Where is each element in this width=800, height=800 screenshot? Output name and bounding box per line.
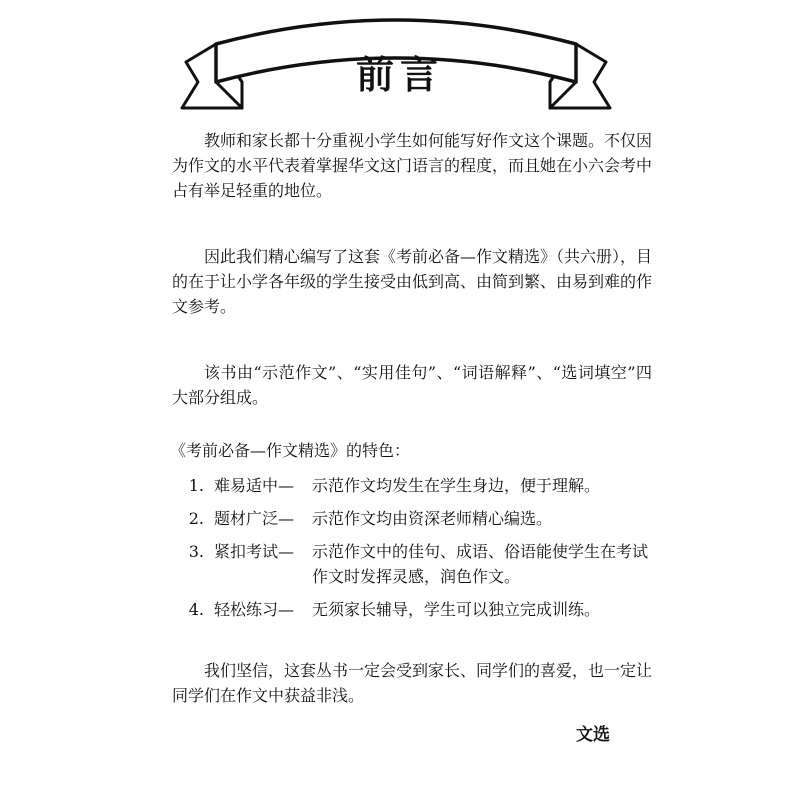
features-section [172, 438, 652, 622]
paragraph-1: 教师和家长都十分重视小学生如何能写好作文这个课题。不仅因为作文的水平代表着掌握华文这门语言的程度，而且她在小六会考中占有举足轻重的地位。 [172, 131, 653, 200]
feature-description: 示范作文中的佳句、成语、俗语能使学生在考试作文时发挥灵感，润色作文。 [312, 542, 649, 586]
feature-label: 紧扣考试— [214, 542, 295, 561]
feature-item [172, 473, 652, 498]
features-title: 《考前必备—作文精选》的特色： [170, 441, 411, 460]
paragraph-2: 因此我们精心编写了这套《考前必备—作文精选》（共六册），目的在于让小学各年级的学生接受由低到高、由简到繁、由易到难的作文参考。 [172, 247, 653, 316]
feature-number: 2. [188, 509, 204, 528]
signature: 文选 [576, 725, 610, 745]
feature-item [172, 597, 652, 622]
feature-description: 无须家长辅导，学生可以独立完成训练。 [312, 600, 601, 619]
feature-number: 1. [188, 476, 204, 495]
closing-paragraph: 我们坚信，这套丛书一定会受到家长、同学们的喜爱，也一定让同学们在作文中获益非浅。 [172, 661, 653, 705]
feature-description: 示范作文均由资深老师精心编选。 [312, 509, 553, 528]
feature-number: 4. [188, 600, 204, 619]
feature-number: 3. [188, 542, 204, 561]
paragraph-3: 该书由“示范作文”、“实用佳句”、“词语解释”、“选词填空”四大部分组成。 [172, 363, 652, 407]
feature-label: 轻松练习— [214, 600, 295, 619]
feature-label: 题材广泛— [214, 509, 295, 528]
page-title: 前言 [355, 53, 444, 97]
feature-label: 难易适中— [214, 476, 295, 495]
preface-body [172, 128, 652, 749]
feature-item [172, 539, 652, 589]
feature-item [172, 506, 652, 531]
feature-description: 示范作文均发生在学生身边，便于理解。 [312, 476, 601, 495]
